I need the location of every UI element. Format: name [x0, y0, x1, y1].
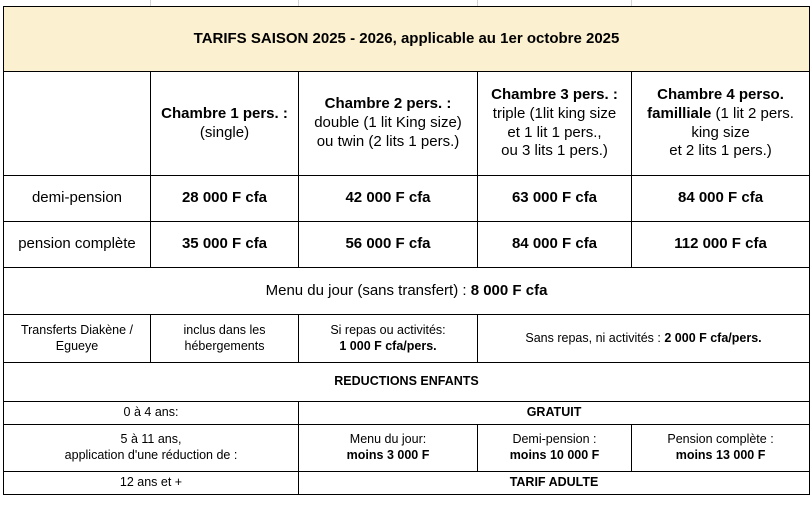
menu-text: Menu du jour (sans transfert) :	[265, 281, 467, 299]
room-3-desc-3: ou 3 lits 1 pers.)	[501, 142, 608, 160]
room-4-name: Chambre 4 perso.	[657, 86, 784, 103]
menu-price: 8 000 F cfa	[470, 281, 548, 299]
transferts-label-2: Egueye	[55, 338, 99, 353]
reductions-title[interactable]: REDUCTIONS ENFANTS	[4, 363, 810, 402]
demi-pension-price-4[interactable]: 84 000 F cfa	[632, 176, 810, 222]
header-empty-cell[interactable]	[4, 72, 151, 176]
age-0-4-label[interactable]: 0 à 4 ans:	[4, 402, 299, 425]
header-room-4[interactable]	[632, 72, 810, 176]
age-5-11-label[interactable]	[4, 425, 299, 472]
transferts-without-text: Sans repas, ni activités :	[525, 330, 661, 345]
room-3-desc-1: triple (1lit king size	[492, 104, 617, 122]
reduction-pension-label: Pension complète :	[667, 432, 774, 447]
pension-complete-label[interactable]: pension complète	[4, 222, 151, 268]
age-5-11-line-1: 5 à 11 ans,	[120, 432, 182, 447]
menu-du-jour-cell[interactable]	[4, 268, 810, 315]
reduction-demi-label: Demi-pension :	[512, 432, 597, 447]
room-4-desc-1: (1 lit 2 pers.	[715, 104, 794, 122]
header-room-2[interactable]	[299, 72, 478, 176]
room-3-desc-2: et 1 lit 1 pers.,	[507, 123, 602, 141]
table-title[interactable]: TARIFS SAISON 2025 - 2026, applicable au 1er octobre 2025	[4, 7, 810, 72]
room-2-name: Chambre 2 pers. :	[324, 95, 452, 113]
transferts-included-1: inclus dans les	[183, 322, 266, 337]
pension-complete-price-4[interactable]: 112 000 F cfa	[632, 222, 810, 268]
transferts-without-meals[interactable]	[478, 315, 810, 363]
age-12-plus-label[interactable]: 12 ans et +	[4, 472, 299, 495]
room-4-name-2: familliale	[647, 104, 712, 122]
transferts-without-price: 2 000 F cfa/pers.	[664, 330, 762, 345]
room-2-desc-1: double (1 lit King size)	[314, 114, 462, 132]
demi-pension-price-2[interactable]: 42 000 F cfa	[299, 176, 478, 222]
pension-complete-price-3[interactable]: 84 000 F cfa	[478, 222, 632, 268]
header-room-1[interactable]	[151, 72, 299, 176]
room-2-desc-2: ou twin (2 lits 1 pers.)	[316, 132, 460, 150]
demi-pension-label[interactable]: demi-pension	[4, 176, 151, 222]
room-4-desc-2: king size	[691, 123, 750, 141]
reduction-demi-value: moins 10 000 F	[509, 448, 600, 462]
tariff-table	[3, 6, 810, 495]
age-5-11-line-2: application d'une réduction de :	[64, 448, 238, 462]
pension-complete-price-1[interactable]: 35 000 F cfa	[151, 222, 299, 268]
reduction-pension-value: moins 13 000 F	[675, 448, 766, 462]
reduction-menu-label: Menu du jour:	[349, 432, 427, 447]
transferts-with-meals[interactable]	[299, 315, 478, 363]
header-room-3[interactable]	[478, 72, 632, 176]
transferts-with-meals-text: Si repas ou activités:	[330, 322, 446, 337]
room-1-desc: (single)	[199, 123, 250, 141]
room-1-name: Chambre 1 pers. :	[161, 104, 288, 122]
room-4-desc-3: et 2 lits 1 pers.)	[669, 142, 772, 160]
gratuit-text: GRATUIT	[526, 405, 582, 420]
transferts-label[interactable]	[4, 315, 151, 363]
reduction-demi-pension[interactable]	[478, 425, 632, 472]
reduction-pension-complete[interactable]	[632, 425, 810, 472]
tarif-adulte-text: TARIF ADULTE	[509, 475, 599, 490]
room-3-name: Chambre 3 pers. :	[491, 86, 618, 103]
demi-pension-price-1[interactable]: 28 000 F cfa	[151, 176, 299, 222]
age-12-plus-value[interactable]	[299, 472, 810, 495]
transferts-included[interactable]	[151, 315, 299, 363]
pension-complete-price-2[interactable]: 56 000 F cfa	[299, 222, 478, 268]
transferts-label-1: Transferts Diakène /	[20, 322, 134, 337]
age-0-4-value[interactable]	[299, 402, 810, 425]
transferts-with-meals-price: 1 000 F cfa/pers.	[339, 338, 437, 353]
reduction-menu-value: moins 3 000 F	[346, 448, 430, 462]
transferts-included-2: hébergements	[184, 338, 265, 353]
demi-pension-price-3[interactable]: 63 000 F cfa	[478, 176, 632, 222]
reduction-menu[interactable]	[299, 425, 478, 472]
